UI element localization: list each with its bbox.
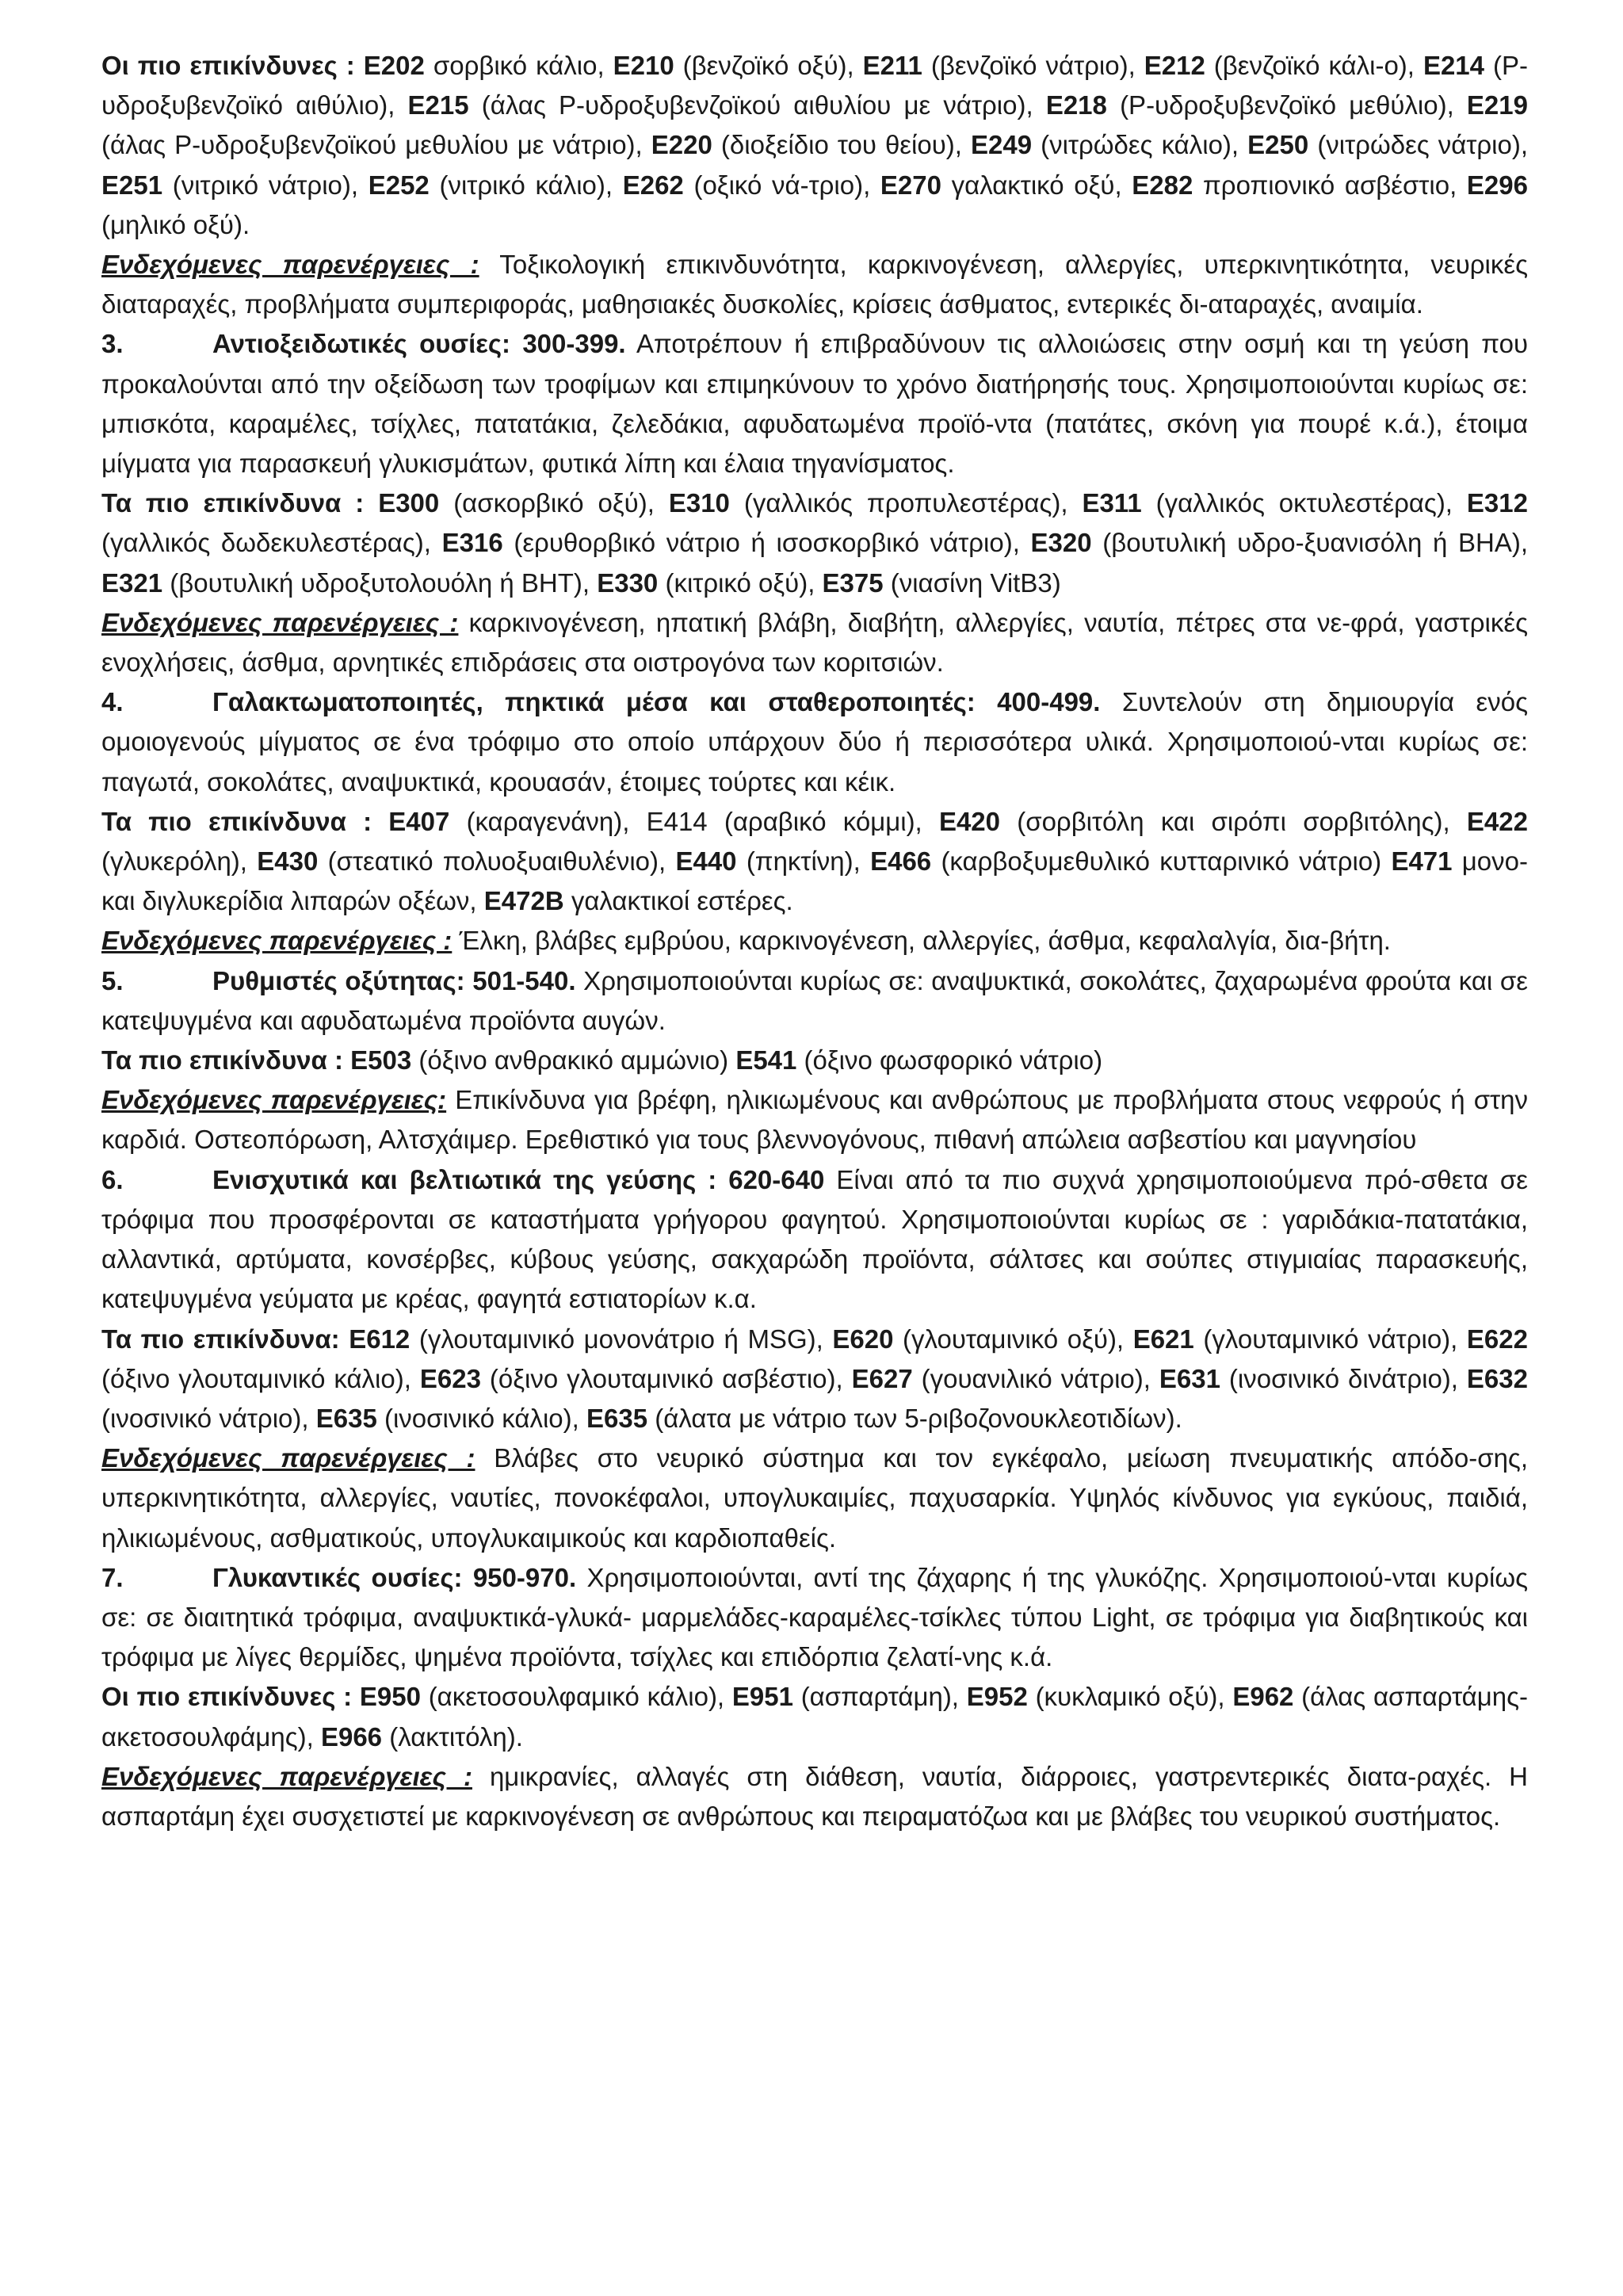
additive-code: E202 (363, 51, 425, 80)
additive-code: E312 (1466, 488, 1528, 518)
additive-description: μονο- και διγλυκερίδια λιπαρών οξέων, (101, 846, 1528, 916)
section-intro (101, 961, 1528, 1041)
additive-code: E472B (483, 886, 564, 916)
additive-description: (ακετοσουλφαμικό κάλιο), (420, 1682, 732, 1712)
additive-description: γαλακτικοί εστέρες. (563, 886, 793, 916)
additive-description: (άλας P-υδροξυβενζοϊκού αιθυλίου με νάτριο), (468, 90, 1046, 120)
additive-code: E951 (731, 1682, 793, 1712)
additive-code: E407 (388, 806, 450, 836)
section-heading: Ενισχυτικά και βελτιωτικά της γεύσης : 620-640 (212, 1164, 825, 1194)
additive-description: (βουτυλική υδροξυτολουόλη ή BHT), (162, 567, 598, 598)
additive-description: (ινοσινικό δινάτριο), (1220, 1363, 1467, 1393)
additive-description: (κιτρικό οξύ), (658, 567, 823, 598)
additive-description: σορβικό κάλιο, (424, 51, 613, 80)
additive-code: E631 (1159, 1363, 1220, 1393)
additive-code: E950 (359, 1682, 421, 1712)
additive-description: (μηλικό οξύ). (101, 209, 250, 239)
side-effects-text: Επικίνδυνα για βρέφη, ηλικιωμένους και ανθρώπους με προβλήματα στους νεφρούς ή στην καρδιά. Οστεοπόρωση, Αλτσχάιμερ. Ερεθιστικό για τους βλεννογόνους, πιθανή απώλεια ασβεστίου και μαγνησίου (101, 1085, 1528, 1155)
additive-description: (διοξείδιο του θείου), (712, 130, 971, 160)
side-effects (101, 921, 1528, 961)
additive-description: (κυκλαμικό οξύ), (1027, 1682, 1233, 1712)
additive-description: (βενζοϊκό κάλι-ο), (1205, 51, 1423, 80)
additive-code: E211 (862, 51, 922, 80)
additive-description: (καρβοξυμεθυλικό κυτταρινικό νάτριο) (931, 846, 1392, 877)
additive-description: (νιτρώδες κάλιο), (1032, 130, 1248, 160)
dangerous-list (101, 46, 1528, 245)
side-effects-text: Τοξικολογική επικινδυνότητα, καρκινογένεση, αλλεργίες, υπερκινητικότητα, νευρικές διαταραχές, προβλήματα συμπεριφοράς, μαθησιακές δυσκολίες, κρίσεις άσθματος, εντερικές δι-αταραχές, αναιμία. (101, 250, 1528, 319)
additive-code: E300 (378, 488, 440, 518)
section-heading: Ρυθμιστές οξύτητας: 501-540. (212, 965, 576, 995)
document-page (101, 46, 1528, 1836)
section-number: 7. (101, 1562, 124, 1592)
additive-code: E262 (622, 170, 684, 200)
section-intro-text: Χρησιμοποιούνται κυρίως σε: αναψυκτικά, σοκολάτες, ζαχαρωμένα φρούτα και σε κατεψυγμένα και αφυδατωμένα προϊόντα αυγών. (101, 965, 1528, 1035)
section-intro-text: Αποτρέπουν ή επιβραδύνουν τις αλλοιώσεις στην οσμή και τη γεύση που προκαλούνται από την οξείδωση των τροφίμων και επιμηκύνουν το χρόνο διατήρησής τους. Χρησιμοποιούνται κυρίως σε: μπισκότα, καραμέλες, τσίχλες, πατατάκια, ζελεδάκια, αφυδατωμένα προϊό-ντα (πατάτες, σκόνη για πουρέ κ.ά.), έτοιμα μίγματα για παρασκευή γλυκισμάτων, φυτικά λίπη και έλαια τηγανίσματος. (101, 329, 1528, 479)
side-effects-text: Έλκη, βλάβες εμβρύου, καρκινογένεση, αλλεργίες, άσθμα, κεφαλαλγία, δια-βήτη. (452, 926, 1391, 956)
section-intro (101, 1160, 1528, 1320)
additive-description: (όξινο γλουταμινικό κάλιο), (101, 1363, 420, 1393)
additive-description: (P-υδροξυβενζοϊκό μεθύλιο), (1106, 90, 1467, 120)
section-number: 6. (101, 1164, 124, 1194)
side-effects (101, 1757, 1528, 1836)
additive-code: E375 (822, 567, 884, 598)
additive-code: E430 (257, 846, 319, 877)
additive-description: (γαλλικός οκτυλεστέρας), (1141, 488, 1467, 518)
additive-description: προπιονικό ασβέστιο, (1193, 170, 1467, 200)
additive-code: E620 (832, 1324, 894, 1354)
additive-code: E440 (675, 846, 737, 877)
dangerous-label: Οι πιο επικίνδυνες : (101, 51, 364, 80)
side-effects-label: Ενδεχόμενες παρενέργειες : (101, 926, 453, 956)
additive-description: (γλυκερόλη), (101, 846, 258, 877)
additive-description: (ερυθορβικό νάτριο ή ισοσκορβικό νάτριο), (502, 528, 1031, 558)
dangerous-label: Τα πιο επικίνδυνα : (101, 806, 389, 836)
additive-description: (άλας ασπαρτάμης-ακετοσουλφάμης), (101, 1682, 1528, 1752)
dangerous-label: Τα πιο επικίνδυνα : (101, 488, 379, 518)
additive-code: E250 (1247, 130, 1309, 160)
additive-description: (καραγενάνη), (449, 806, 647, 836)
side-effects-label: Ενδεχόμενες παρενέργειες: (101, 1085, 447, 1115)
additive-code: E212 (1144, 51, 1205, 80)
dangerous-list (101, 1041, 1528, 1080)
additive-description: (λακτιτόλη). (382, 1721, 523, 1752)
additive-description: (οξικό νά-τριο), (683, 170, 880, 200)
section-intro (101, 682, 1528, 802)
side-effects-label: Ενδεχόμενες παρενέργειες : (101, 250, 479, 280)
dangerous-list (101, 802, 1528, 922)
side-effects (101, 1080, 1528, 1159)
additive-code: E541 (735, 1045, 797, 1075)
section-intro-text: Χρησιμοποιούνται, αντί της ζάχαρης ή της γλυκόζης. Χρησιμοποιού-νται κυρίως σε: σε διαιτητικά τρόφιμα, αναψυκτικά-γλυκά- μαρμελάδες-καραμέλες-τσίκλες τύπου Light, σε τρόφιμα για διαβητικούς και τρόφιμα με λίγες θερμίδες, ψημένα προϊόντα, τσίχλες και επιδόρπια ζελατί-νης κ.ά. (101, 1562, 1528, 1672)
additive-code: E214 (1423, 51, 1485, 80)
section-intro (101, 324, 1528, 483)
additive-code: E321 (101, 567, 163, 598)
additive-code: E621 (1132, 1324, 1194, 1354)
additive-code: E316 (441, 528, 503, 558)
additive-code: E310 (668, 488, 730, 518)
side-effects (101, 603, 1528, 682)
additive-description: γαλακτικό οξύ, (941, 170, 1132, 200)
additive-code: E215 (407, 90, 469, 120)
side-effects-label: Ενδεχόμενες παρενέργειες : (101, 607, 459, 637)
additive-description: (P-υδροξυβενζοϊκό αιθύλιο), (101, 51, 1528, 120)
additive-description: (γλουταμινικό οξύ), (893, 1324, 1133, 1354)
additive-description: (στεατικό πολυοξυαιθυλένιο), (318, 846, 676, 877)
side-effects-text: καρκινογένεση, ηπατική βλάβη, διαβήτη, αλλεργίες, ναυτία, πέτρες στα νε-φρά, γαστρικές ενοχλήσεις, άσθμα, αρνητικές επιδράσεις στα οιστρογόνα των κοριτσιών. (101, 607, 1528, 678)
section-heading: Γαλακτωματοποιητές, πηκτικά μέσα και σταθεροποιητές: 400-499. (212, 687, 1101, 717)
section-intro-text: Είναι από τα πιο συχνά χρησιμοποιούμενα πρό-σθετα σε τρόφιμα που προσφέρονται σε καταστήματα γρήγορου φαγητού. Χρησιμοποιούνται κυρίως σε : γαριδάκια-πατατάκια, αλλαντικά, αρτύματα, κονσέρβες, κύβους γεύσης, σακχαρώδη προϊόντα, σάλτσες και σούπες στιγμιαίας παρασκευής, κατεψυγμένα γεύματα με κρέας, φαγητά εστιατορίων κ.α. (101, 1164, 1529, 1314)
additive-code: E962 (1232, 1682, 1294, 1712)
additive-code: E471 (1391, 846, 1453, 877)
dangerous-list (101, 1320, 1528, 1439)
side-effects-label: Ενδεχόμενες παρενέργειες : (101, 1761, 472, 1791)
additive-description: (νιτρικό νάτριο), (162, 170, 369, 200)
additive-description: (όξινο γλουταμινικό ασβέστιο), (480, 1363, 852, 1393)
additive-code: E311 (1082, 488, 1142, 518)
additive-code: E422 (1466, 806, 1528, 836)
additive-code: E635 (586, 1403, 648, 1433)
additive-description: Ε414 (αραβικό κόμμι), (646, 806, 939, 836)
additive-code: E210 (613, 51, 674, 80)
section-intro-text: Συντελούν στη δημιουργία ενός ομοιογενούς μίγματος σε ένα τρόφιμο στο οποίο υπάρχουν δύο ή περισσότερα υλικά. Χρησιμοποιού-νται κυρίως σε: παγωτά, σοκολάτες, αναψυκτικά, κρουασάν, έτοιμες τούρτες και κέικ. (101, 687, 1528, 797)
section-number: 3. (101, 329, 124, 359)
additive-code: E252 (368, 170, 430, 200)
additive-code: E952 (966, 1682, 1028, 1712)
additive-code: E320 (1030, 528, 1092, 558)
additive-description: (άλας P-υδροξυβενζοϊκού μεθυλίου με νάτριο), (101, 130, 651, 160)
additive-description: (σορβιτόλη και σιρόπι σορβιτόλης), (1000, 806, 1467, 836)
additive-description: (νιασίνη VitB3) (883, 567, 1061, 598)
additive-description: (νιτρώδες νάτριο), (1308, 130, 1528, 160)
additive-code: E623 (419, 1363, 481, 1393)
side-effects-text: Βλάβες στο νευρικό σύστημα και τον εγκέφαλο, μείωση πνευματικής απόδο-σης, υπερκινητικότητα, αλλεργίες, ναυτίες, πονοκέφαλοι, υπογλυκαιμίες, παχυσαρκία. Υψηλός κίνδυνος για εγκύους, παιδιά, ηλικιωμένους, ασθματικούς, υπογλυκαιμικούς και καρδιοπαθείς. (101, 1443, 1528, 1553)
additive-code: E612 (349, 1324, 411, 1354)
dangerous-label: Οι πιο επικίνδυνες : (101, 1682, 360, 1712)
additive-description: (άλατα με νάτριο των 5-ριβοζονουκλεοτιδίων). (647, 1403, 1182, 1433)
additive-description: (βενζοϊκό οξύ), (674, 51, 863, 80)
additive-code: E219 (1466, 90, 1528, 120)
additive-description: (νιτρικό κάλιο), (429, 170, 623, 200)
side-effects (101, 245, 1528, 324)
additive-description: (γουανιλικό νάτριο), (912, 1363, 1159, 1393)
side-effects (101, 1438, 1528, 1558)
additive-code: E966 (320, 1721, 383, 1752)
dangerous-list (101, 483, 1528, 603)
additive-code: E622 (1466, 1324, 1528, 1354)
additive-code: E296 (1466, 170, 1528, 200)
additive-code: E220 (651, 130, 712, 160)
dangerous-label: Τα πιο επικίνδυνα : (101, 1045, 351, 1075)
section-heading: Γλυκαντικές ουσίες: 950-970. (212, 1562, 577, 1592)
additive-code: E251 (101, 170, 163, 200)
additive-description: (γλουταμινικό μονονάτριο ή MSG), (410, 1324, 833, 1354)
additive-description: (ασπαρτάμη), (792, 1682, 967, 1712)
additive-code: E627 (851, 1363, 913, 1393)
additive-description: (ινοσινικό νάτριο), (101, 1403, 316, 1433)
additive-description: (όξινο φωσφορικό νάτριο) (796, 1045, 1103, 1075)
additive-description: (όξινο ανθρακικό αμμώνιο) (411, 1045, 736, 1075)
additive-description: (βενζοϊκό νάτριο), (922, 51, 1144, 80)
additive-description: (ινοσινικό κάλιο), (376, 1403, 586, 1433)
additive-description: (γαλλικός προπυλεστέρας), (729, 488, 1083, 518)
section-heading: Αντιοξειδωτικές ουσίες: 300-399. (212, 329, 626, 359)
additive-description: (γλουταμινικό νάτριο), (1193, 1324, 1467, 1354)
additive-description: (πηκτίνη), (736, 846, 871, 877)
additive-code: E420 (938, 806, 1001, 836)
additive-code: E503 (350, 1045, 412, 1075)
additive-code: E270 (880, 170, 941, 200)
additive-list (350, 1045, 1102, 1075)
dangerous-label: Τα πιο επικίνδυνα: (101, 1324, 349, 1354)
section-intro (101, 1558, 1528, 1678)
section-number: 5. (101, 965, 124, 995)
additive-code: E632 (1466, 1363, 1528, 1393)
additive-description: (βουτυλική υδρο-ξυανισόλη ή BHA), (1091, 528, 1529, 558)
additive-code: E330 (597, 567, 659, 598)
additive-description: (ασκορβικό οξύ), (439, 488, 669, 518)
additive-code: E218 (1045, 90, 1107, 120)
side-effects-label: Ενδεχόμενες παρενέργειες : (101, 1443, 475, 1473)
additive-code: E282 (1132, 170, 1193, 200)
additive-description: (γαλλικός δωδεκυλεστέρας), (101, 528, 442, 558)
additive-code: E635 (315, 1403, 377, 1433)
additive-code: E466 (870, 846, 932, 877)
additive-code: E249 (970, 130, 1033, 160)
section-number: 4. (101, 687, 124, 717)
side-effects-text: ημικρανίες, αλλαγές στη διάθεση, ναυτία, διάρροιες, γαστρεντερικές διατα-ραχές. Η ασπαρτάμη έχει συσχετιστεί με καρκινογένεση σε ανθρώπους και πειραματόζωα και με βλάβες του νευρικού συστήματος. (101, 1761, 1528, 1831)
dangerous-list (101, 1677, 1528, 1756)
